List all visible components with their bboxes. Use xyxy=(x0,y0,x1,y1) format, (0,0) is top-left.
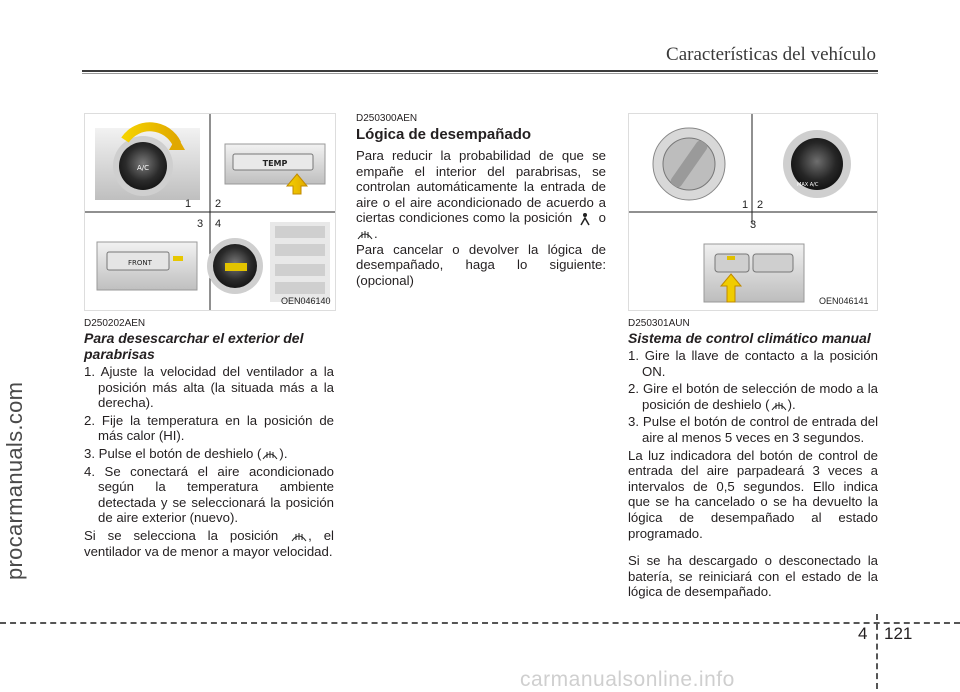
left-paragraph-end: , el ventilador va de menor a mayor velocidad. xyxy=(84,527,334,559)
fig-right-label-1: 1 xyxy=(742,199,749,211)
defrost-icon xyxy=(261,447,279,461)
right-item-2-text: 2. Gire el botón de selección de modo a la posición de deshielo ( xyxy=(628,381,878,412)
right-item-2-end: ). xyxy=(787,396,796,412)
middle-section-body xyxy=(356,148,606,288)
left-item-4: 4. Se conectará el aire acondicionado según la temperatura ambiente detectada y se seleccionará la posición de aire exterior (nuevo). xyxy=(84,463,334,526)
middle-paragraph-1-end: . xyxy=(374,225,378,241)
right-item-2 xyxy=(628,381,878,412)
figure-right xyxy=(628,113,878,311)
middle-section-heading: Lógica de desempañado xyxy=(356,126,532,143)
right-paragraph-1: La luz indicadora del botón de control de entrada del aire parpadeará 3 veces a intervalos de 0,5 segundos. Ello indica que se ha cancelado o se ha devuelto la lógica de desempañado al estado programado. xyxy=(628,447,878,541)
left-item-1: 1. Ajuste la velocidad del ventilador a la posición más alta (la situada más a la derecha). xyxy=(84,364,334,411)
defrost-icon xyxy=(356,227,374,241)
defrost-icon xyxy=(770,398,788,412)
middle-section-code: D250300AEN xyxy=(356,113,418,124)
middle-paragraph-1 xyxy=(356,148,606,242)
front-button-label: FRONT xyxy=(128,259,152,267)
fig-right-code: OEN046141 xyxy=(819,296,869,306)
right-item-1: 1. Gire la llave de contacto a la posición ON. xyxy=(628,348,878,379)
right-section-code: D250301AUN xyxy=(628,318,690,329)
fig-right-label-2: 2 xyxy=(757,199,764,211)
middle-paragraph-2: Para cancelar o devolver la lógica de desempañado, haga lo siguiente: (opcional) xyxy=(356,241,606,288)
fig-left-code: OEN046140 xyxy=(281,296,331,306)
footer-dashed-vertical xyxy=(876,614,879,689)
left-section-body xyxy=(84,364,334,559)
fig-right-label-3: 3 xyxy=(750,219,757,231)
header-rule-thin xyxy=(82,73,878,74)
figure-left-illustration xyxy=(85,114,335,310)
dial-max-label: MAX A/C xyxy=(797,182,819,188)
bottom-watermark: carmanualsonline.info xyxy=(520,668,735,691)
right-paragraph-2: Si se ha descargado o desconectado la batería, se reiniciará con el estado de la lógica de desempañado. xyxy=(628,553,878,600)
figure-left xyxy=(84,113,336,311)
fig-left-label-3: 3 xyxy=(197,218,204,230)
right-item-3: 3. Pulse el botón de control de entrada del aire al menos 5 veces en 3 segundos. xyxy=(628,414,878,445)
left-paragraph xyxy=(84,528,334,559)
left-item-2: 2. Fije la temperatura en la posición de más calor (HI). xyxy=(84,412,334,444)
fig-left-label-1: 1 xyxy=(185,198,192,210)
fig-left-label-2: 2 xyxy=(215,198,222,210)
left-item-3-end: ). xyxy=(279,445,288,461)
middle-paragraph-1-text: Para reducir la probabilidad de que se empañe el interior del parabrisas, se controlan automáticamente la entrada de aire o el aire acondicionado de acuerdo a ciertas condiciones como la posición xyxy=(356,148,606,226)
footer-dashed-rule xyxy=(0,622,960,624)
left-paragraph-start: Si se selecciona la posición xyxy=(84,527,279,543)
left-item-3 xyxy=(84,446,334,462)
left-item-3-text: 3. Pulse el botón de deshielo ( xyxy=(84,445,262,461)
right-section-heading: Sistema de control climático manual xyxy=(628,330,871,346)
header-rule xyxy=(82,70,878,72)
page-chapter: 4 xyxy=(858,624,868,643)
figure-right-illustration xyxy=(629,114,877,310)
side-watermark: procarmanuals.com xyxy=(2,381,27,580)
middle-paragraph-1-o: o xyxy=(598,210,606,226)
defog-person-icon xyxy=(576,212,594,226)
defrost-icon xyxy=(290,529,308,543)
left-section-heading: Para desescarchar el exterior del parabrisas xyxy=(84,330,304,362)
left-section-code: D250202AEN xyxy=(84,318,146,329)
knob-ac-label: A/C xyxy=(136,164,150,172)
right-section-body xyxy=(628,348,878,600)
page-number: 121 xyxy=(884,624,913,643)
page-header-title: Características del vehículo xyxy=(666,44,876,65)
temp-button-label: TEMP xyxy=(262,159,288,168)
fig-left-label-4: 4 xyxy=(215,218,222,230)
